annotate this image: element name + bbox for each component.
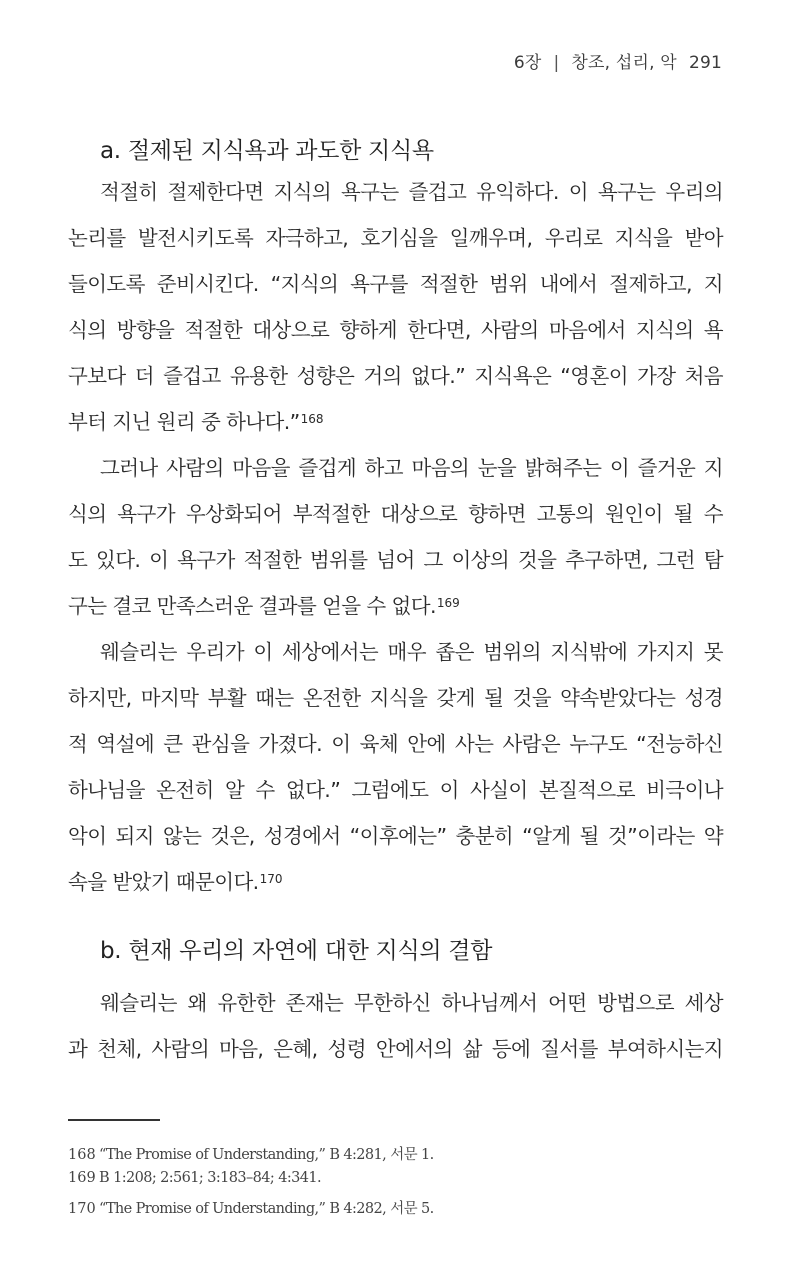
footnote bbox=[68, 1197, 434, 1218]
paragraph-text: 속을 받았기 때문이다. bbox=[68, 870, 259, 894]
paragraph-text: 구는 결코 만족스러운 결과를 얻을 수 없다. bbox=[68, 594, 436, 618]
footnote-text: “The Promise of Understanding,” B 4:282, 서문 5. bbox=[99, 1201, 434, 1217]
paragraph-line bbox=[68, 591, 460, 621]
footnote-divider bbox=[68, 1119, 160, 1121]
footnote-text: “The Promise of Understanding,” B 4:281, 서문 1. bbox=[99, 1147, 434, 1163]
paragraph-line: 과 천체, 사람의 마음, 은혜, 성령 안에서의 삶 등에 질서를 부여하시는지 bbox=[68, 1037, 723, 1061]
footnote-number: 168 bbox=[68, 1147, 96, 1163]
paragraph-line: 도 있다. 이 욕구가 적절한 범위를 넘어 그 이상의 것을 추구하면, 그런 탐 bbox=[68, 548, 723, 572]
paragraph-line: 식의 방향을 적절한 대상으로 향하게 한다면, 사람의 마음에서 지식의 욕 bbox=[68, 318, 723, 342]
footnote-number: 170 bbox=[68, 1201, 96, 1217]
paragraph-line: 들이도록 준비시킨다. “지식의 욕구를 적절한 범위 내에서 절제하고, 지 bbox=[68, 272, 723, 296]
paragraph-line bbox=[68, 407, 324, 437]
footnote-number: 169 bbox=[68, 1170, 96, 1186]
paragraph-line: 식의 욕구가 우상화되어 부적절한 대상으로 향하면 고통의 원인이 될 수 bbox=[68, 502, 723, 526]
paragraph-line: 구보다 더 즐겁고 유용한 성향은 거의 없다.” 지식욕은 “영혼이 가장 처음 bbox=[68, 364, 723, 388]
footnote-text: B 1:208; 2:561; 3:183–84; 4:341. bbox=[99, 1170, 322, 1186]
footnote-ref: 168 bbox=[300, 412, 324, 426]
paragraph-line: 웨슬리는 우리가 이 세상에서는 매우 좁은 범위의 지식밖에 가지지 못 bbox=[100, 640, 723, 664]
footnote-ref: 169 bbox=[436, 596, 460, 610]
paragraph-line bbox=[68, 867, 282, 897]
paragraph-text: 부터 지닌 원리 중 하나다.” bbox=[68, 410, 300, 434]
paragraph-line: 하지만, 마지막 부활 때는 온전한 지식을 갖게 될 것을 약속받았다는 성경 bbox=[68, 686, 723, 710]
running-head bbox=[514, 48, 722, 73]
section-heading-a: a. 절제된 지식욕과 과도한 지식욕 bbox=[100, 138, 434, 164]
paragraph-line: 논리를 발전시키도록 자극하고, 호기심을 일깨우며, 우리로 지식을 받아 bbox=[68, 226, 723, 250]
paragraph-line: 하나님을 온전히 알 수 없다.” 그럼에도 이 사실이 본질적으로 비극이나 bbox=[68, 778, 723, 802]
chapter-title: 창조, 섭리, 악 bbox=[571, 53, 677, 73]
paragraph-line: 그러나 사람의 마음을 즐겁게 하고 마음의 눈을 밝혀주는 이 즐거운 지 bbox=[100, 456, 723, 480]
paragraph-line: 적절히 절제한다면 지식의 욕구는 즐겁고 유익하다. 이 욕구는 우리의 bbox=[100, 180, 723, 204]
footnote bbox=[68, 1143, 434, 1164]
footnote-ref: 170 bbox=[259, 872, 283, 886]
footnote bbox=[68, 1170, 321, 1186]
chapter-label: 6장 bbox=[513, 53, 542, 73]
paragraph-line: 웨슬리는 왜 유한한 존재는 무한하신 하나님께서 어떤 방법으로 세상 bbox=[100, 991, 723, 1015]
section-heading-b: b. 현재 우리의 자연에 대한 지식의 결함 bbox=[100, 938, 493, 964]
header-separator: | bbox=[553, 53, 560, 73]
page-number: 291 bbox=[688, 53, 722, 73]
paragraph-line: 적 역설에 큰 관심을 가졌다. 이 육체 안에 사는 사람은 누구도 “전능하신 bbox=[68, 732, 723, 756]
paragraph-line: 악이 되지 않는 것은, 성경에서 “이후에는” 충분히 “알게 될 것”이라는 약 bbox=[68, 824, 723, 848]
